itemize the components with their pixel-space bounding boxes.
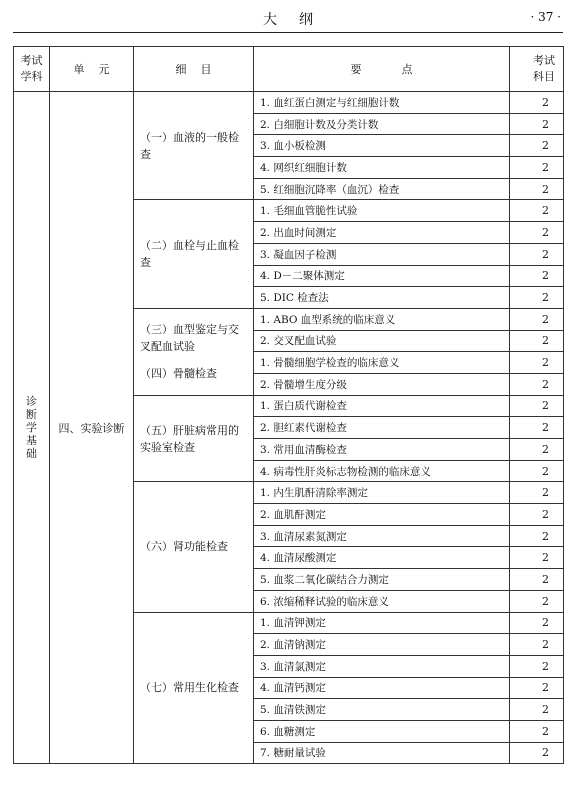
- item-label: （一）血液的一般检查: [140, 130, 239, 161]
- item-label: （五）肝脏病常用的实验室检查: [140, 423, 239, 454]
- score-value: 2: [510, 308, 564, 330]
- score-header-line1: 考试: [533, 54, 555, 67]
- unit-header-label: 单元: [73, 63, 124, 76]
- point-text: 1. 毛细血管脆性试验: [254, 200, 510, 222]
- item-cell: [134, 395, 254, 482]
- point-text: 3. 常用血清酶检查: [254, 439, 510, 461]
- column-header-points: [254, 47, 510, 92]
- point-text: 4. 血清钙测定: [254, 677, 510, 699]
- point-text: 7. 糖耐量试验: [254, 742, 510, 764]
- page-header: [13, 4, 563, 33]
- score-value: 2: [510, 417, 564, 439]
- point-text: 6. 浓缩稀释试验的临床意义: [254, 590, 510, 612]
- item-cell: [134, 200, 254, 308]
- unit-label: 四、实验诊断: [58, 421, 125, 435]
- page-number: · 37 ·: [530, 10, 561, 24]
- score-value: 2: [510, 677, 564, 699]
- score-value: 2: [510, 243, 564, 265]
- score-value: 2: [510, 92, 564, 114]
- score-value: 2: [510, 742, 564, 764]
- point-text: 3. 血清尿素氮测定: [254, 525, 510, 547]
- item-gap: [140, 355, 247, 365]
- point-text: 1. 蛋白质代谢检查: [254, 395, 510, 417]
- point-text: 4. 病毒性肝炎标志物检测的临床意义: [254, 460, 510, 482]
- column-header-item: [134, 47, 254, 92]
- item-label: （六）肾功能检查: [140, 540, 228, 554]
- table-header-row: [14, 47, 564, 92]
- point-text: 5. DIC 检查法: [254, 287, 510, 309]
- point-text: 3. 血小板检测: [254, 135, 510, 157]
- column-header-unit: [50, 47, 134, 92]
- score-value: 2: [510, 178, 564, 200]
- header-title: 大纲: [263, 12, 335, 28]
- score-value: 2: [510, 352, 564, 374]
- score-value: 2: [510, 439, 564, 461]
- score-value: 2: [510, 135, 564, 157]
- point-text: 1. 血清钾测定: [254, 612, 510, 634]
- item-label: （二）血栓与止血检查: [140, 239, 239, 270]
- score-value: 2: [510, 222, 564, 244]
- point-text: 4. D－二聚体测定: [254, 265, 510, 287]
- score-value: 2: [510, 699, 564, 721]
- score-value: 2: [510, 569, 564, 591]
- score-value: 2: [510, 612, 564, 634]
- item-cell: [134, 308, 254, 395]
- point-text: 5. 血清铁测定: [254, 699, 510, 721]
- subject-label: 诊断学基础: [26, 395, 37, 461]
- subject-header-line2: 学科: [20, 70, 43, 83]
- point-text: 3. 凝血因子检测: [254, 243, 510, 265]
- unit-cell: [50, 92, 134, 764]
- point-text: 2. 血清钠测定: [254, 634, 510, 656]
- table-row: [14, 92, 564, 114]
- score-value: 2: [510, 373, 564, 395]
- score-value: 2: [510, 655, 564, 677]
- point-text: 3. 血清氯测定: [254, 655, 510, 677]
- point-text: 6. 血糖测定: [254, 720, 510, 742]
- point-text: 2. 血肌酐测定: [254, 504, 510, 526]
- point-text: 2. 胆红素代谢检查: [254, 417, 510, 439]
- item-label-secondary: （四）骨髓检查: [140, 367, 217, 381]
- item-cell: [134, 612, 254, 764]
- score-value: 2: [510, 330, 564, 352]
- score-value: 2: [510, 200, 564, 222]
- score-value: 2: [510, 287, 564, 309]
- points-header-label: 要点: [350, 63, 453, 76]
- item-cell: [134, 482, 254, 612]
- score-value: 2: [510, 547, 564, 569]
- score-header-line2: 科目: [533, 70, 555, 83]
- point-text: 2. 骨髓增生度分级: [254, 373, 510, 395]
- point-text: 5. 血浆二氧化碳结合力测定: [254, 569, 510, 591]
- item-label: （七）常用生化检查: [140, 681, 239, 695]
- point-text: 1. 骨髓细胞学检查的临床意义: [254, 352, 510, 374]
- syllabus-table: [13, 46, 564, 764]
- score-value: 2: [510, 482, 564, 504]
- score-value: 2: [510, 504, 564, 526]
- point-text: 2. 出血时间测定: [254, 222, 510, 244]
- point-text: 4. 血清尿酸测定: [254, 547, 510, 569]
- item-label: （三）血型鉴定与交叉配血试验: [140, 323, 239, 354]
- score-value: 2: [510, 720, 564, 742]
- point-text: 1. 血红蛋白测定与红细胞计数: [254, 92, 510, 114]
- score-value: 2: [510, 265, 564, 287]
- column-header-subject: [14, 47, 50, 92]
- subject-header-line1: 考试: [20, 54, 43, 67]
- point-text: 1. 内生肌酐清除率测定: [254, 482, 510, 504]
- score-value: 2: [510, 395, 564, 417]
- item-header-label: 细目: [175, 63, 226, 76]
- subject-cell: [14, 92, 50, 764]
- point-text: 5. 红细胞沉降率（血沉）检查: [254, 178, 510, 200]
- item-cell: [134, 92, 254, 200]
- column-header-score: [510, 47, 564, 92]
- score-value: 2: [510, 460, 564, 482]
- score-value: 2: [510, 590, 564, 612]
- score-value: 2: [510, 113, 564, 135]
- score-value: 2: [510, 525, 564, 547]
- score-value: 2: [510, 634, 564, 656]
- point-text: 2. 白细胞计数及分类计数: [254, 113, 510, 135]
- point-text: 4. 网织红细胞计数: [254, 157, 510, 179]
- point-text: 1. ABO 血型系统的临床意义: [254, 308, 510, 330]
- point-text: 2. 交叉配血试验: [254, 330, 510, 352]
- score-value: 2: [510, 157, 564, 179]
